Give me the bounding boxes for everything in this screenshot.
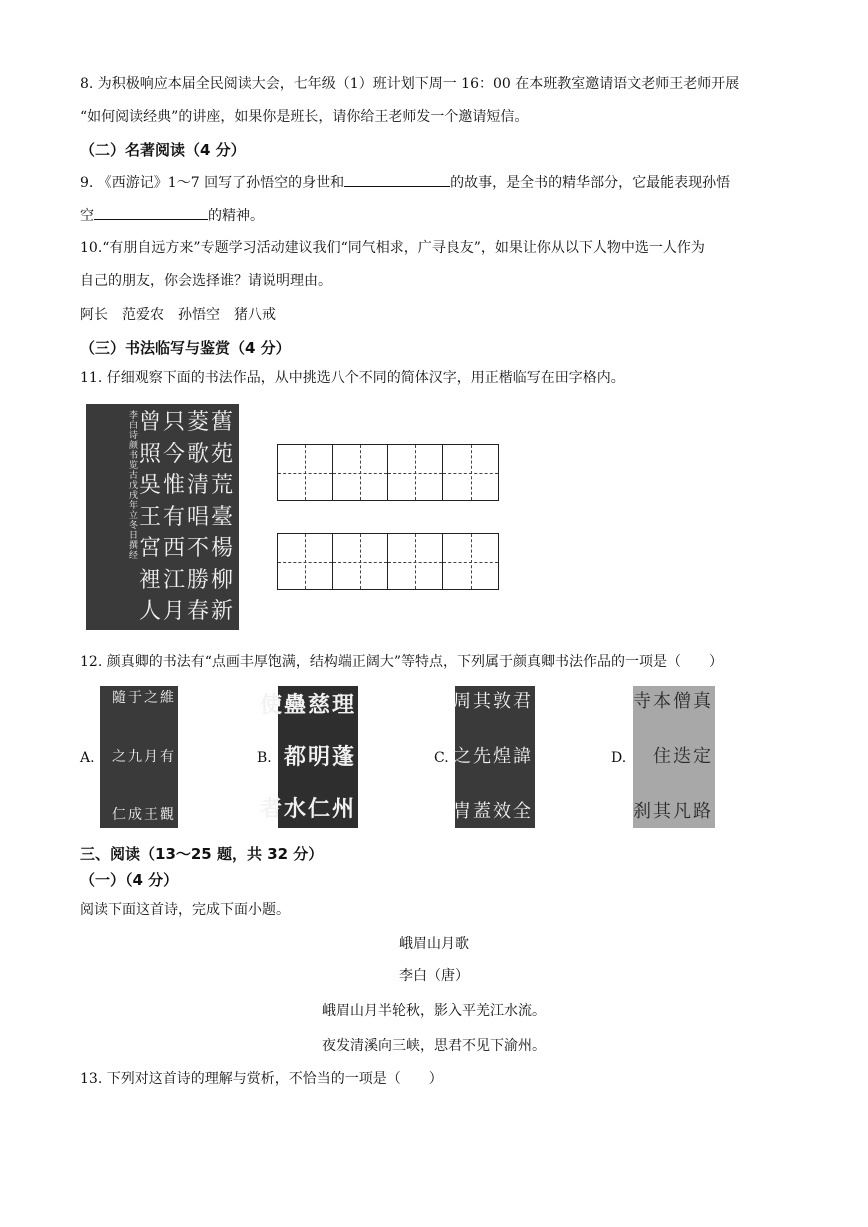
calligraphy-character: 蠱 bbox=[283, 692, 306, 718]
calligraphy-character: 新 bbox=[210, 599, 233, 624]
subsection-heading: （一）（4 分） bbox=[80, 871, 179, 889]
calligraphy-character: 柳 bbox=[210, 567, 233, 593]
q9-text-part2: 的故事，是全书的精华部分，它最能表现孙悟 bbox=[450, 175, 731, 191]
calligraphy-character: 舊 bbox=[210, 410, 233, 435]
option-a-image[interactable] bbox=[100, 686, 178, 828]
calligraphy-character: 迭 bbox=[673, 746, 691, 767]
calligraphy-character: 觀 bbox=[160, 807, 174, 823]
calligraphy-character: 今 bbox=[162, 441, 185, 467]
q10-line1: 10.“有朋自远方来”专题学习活动建议我们“同气相求，广寻良友”，如果让你从以下人物中选一人作为 bbox=[80, 240, 705, 256]
q11-text: 11. 仔细观察下面的书法作品，从中挑选八个不同的简体汉字，用正楷临写在田字格内。 bbox=[80, 370, 625, 386]
q10-line2: 自己的朋友，你会选择谁？请说明理由。 bbox=[80, 273, 332, 289]
option-d-column bbox=[673, 690, 691, 824]
calligraphy-character: 蓬 bbox=[331, 744, 354, 770]
q9-blank-1[interactable] bbox=[344, 172, 450, 187]
calligraphy-character: 先 bbox=[473, 746, 491, 767]
reading-instruction: 阅读下面这首诗，完成下面小题。 bbox=[80, 902, 290, 918]
option-c-column bbox=[453, 690, 471, 824]
calligraphy-character: 其 bbox=[653, 801, 671, 822]
poem-line-2: 夜发清溪向三峡，思君不见下渝州。 bbox=[322, 1038, 546, 1054]
calligraphy-character: 效 bbox=[493, 801, 511, 822]
calligraphy-character: 王 bbox=[138, 504, 161, 530]
q9-text-part1: 9. 《西游记》1～7 回写了孙悟空的身世和 bbox=[80, 175, 345, 191]
artwork-signature: 李白诗颜书览古戊戌年立冬日撰经 bbox=[126, 410, 137, 560]
calligraphy-character: 唱 bbox=[186, 504, 209, 530]
option-c-column bbox=[473, 690, 491, 824]
tianzi-grid-row-2 bbox=[277, 533, 499, 590]
option-d-label[interactable]: D. bbox=[611, 750, 627, 766]
option-b-column bbox=[260, 690, 282, 824]
calligraphy-character: 慈 bbox=[307, 692, 330, 718]
tianzi-cell[interactable] bbox=[388, 534, 443, 589]
calligraphy-character: 苑 bbox=[210, 441, 233, 467]
option-d-column bbox=[633, 690, 651, 824]
option-b-label[interactable]: B. bbox=[257, 750, 272, 766]
calligraphy-character: 全 bbox=[513, 801, 531, 822]
calligraphy-character: 月 bbox=[144, 748, 158, 765]
calligraphy-character: 住 bbox=[653, 746, 671, 767]
calligraphy-character: 月 bbox=[162, 599, 185, 624]
calligraphy-character: 蓋 bbox=[473, 801, 491, 822]
calligraphy-character: 于 bbox=[128, 690, 142, 706]
calligraphy-character: 宮 bbox=[138, 536, 161, 561]
calligraphy-character: 只 bbox=[162, 410, 185, 435]
artwork-column-2 bbox=[187, 410, 209, 624]
section-heading-calligraphy: （三）书法临写与鉴赏（4 分） bbox=[80, 339, 291, 357]
calligraphy-character: 吳 bbox=[138, 473, 161, 498]
q8-line2: “如何阅读经典”的讲座，如果你是班长，请你给王老师发一个邀请短信。 bbox=[80, 109, 529, 125]
q9-line2 bbox=[80, 205, 264, 225]
q9-text-part3: 空 bbox=[80, 208, 94, 224]
calligraphy-character: 人 bbox=[138, 599, 161, 624]
calligraphy-character: 水 bbox=[283, 796, 306, 822]
option-a-column bbox=[112, 690, 126, 824]
calligraphy-character: 臺 bbox=[210, 504, 233, 530]
option-b-column bbox=[284, 690, 306, 824]
option-c-column bbox=[493, 690, 511, 824]
tianzi-cell[interactable] bbox=[278, 534, 333, 589]
calligraphy-character: 者 bbox=[259, 796, 282, 822]
tianzi-cell[interactable] bbox=[443, 534, 498, 589]
option-a-column bbox=[160, 690, 174, 824]
tianzi-cell[interactable] bbox=[443, 445, 498, 500]
calligraphy-character: 明 bbox=[307, 744, 330, 770]
calligraphy-character: 諱 bbox=[513, 746, 531, 767]
calligraphy-character: 裡 bbox=[138, 567, 161, 593]
poem-author: 李白（唐） bbox=[399, 968, 469, 984]
calligraphy-character: 凡 bbox=[673, 801, 691, 822]
option-d-column bbox=[653, 690, 671, 824]
q9-text-part4: 的精神。 bbox=[208, 208, 264, 224]
option-d-image[interactable] bbox=[633, 686, 715, 828]
calligraphy-character: 煌 bbox=[493, 746, 511, 767]
option-a-column bbox=[144, 690, 158, 824]
calligraphy-character: 照 bbox=[138, 441, 161, 467]
calligraphy-character: 敦 bbox=[493, 691, 511, 712]
tianzi-cell[interactable] bbox=[278, 445, 333, 500]
calligraphy-character: 其 bbox=[473, 691, 491, 712]
calligraphy-artwork bbox=[86, 404, 239, 630]
artwork-column-3 bbox=[163, 410, 185, 624]
q10-names: 阿长 范爱农 孙悟空 猪八戒 bbox=[80, 307, 276, 323]
calligraphy-character: 周 bbox=[453, 691, 471, 712]
option-d-column bbox=[693, 690, 711, 824]
calligraphy-character: 真 bbox=[693, 691, 711, 712]
calligraphy-character: 有 bbox=[160, 748, 174, 765]
option-c-label[interactable]: C. bbox=[434, 750, 449, 766]
calligraphy-character: 春 bbox=[186, 599, 209, 624]
calligraphy-character: 荒 bbox=[210, 473, 233, 498]
q12-text: 12. 颜真卿的书法有“点画丰厚饱满，结构端正阔大”等特点，下列属于颜真卿书法作品的一项是（ ） bbox=[80, 654, 724, 670]
section-heading-classics: （二）名著阅读（4 分） bbox=[80, 141, 246, 159]
artwork-column-1 bbox=[211, 410, 233, 624]
calligraphy-character: 菱 bbox=[186, 410, 209, 435]
option-a-column bbox=[128, 690, 142, 824]
section-heading-reading: 三、阅读（13～25 题，共 32 分） bbox=[80, 845, 324, 863]
calligraphy-character: 路 bbox=[693, 801, 711, 822]
calligraphy-character: 寺 bbox=[633, 691, 651, 712]
calligraphy-character: 九 bbox=[128, 748, 142, 765]
calligraphy-character: 君 bbox=[513, 691, 531, 712]
option-c-column bbox=[513, 690, 531, 824]
q8-line1: 8. 为积极响应本届全民阅读大会，七年级（1）班计划下周一 16：00 在本班教室邀请语文老师王老师开展 bbox=[80, 76, 740, 92]
q9-blank-2[interactable] bbox=[94, 205, 208, 220]
tianzi-cell[interactable] bbox=[388, 445, 443, 500]
calligraphy-character: 之 bbox=[144, 690, 158, 706]
calligraphy-character: 西 bbox=[162, 536, 185, 561]
calligraphy-character: 刹 bbox=[633, 801, 651, 822]
calligraphy-character: 仁 bbox=[307, 796, 330, 822]
calligraphy-character: 勝 bbox=[186, 567, 209, 593]
q13-text: 13. 下列对这首诗的理解与赏析，不恰当的一项是（ ） bbox=[80, 1071, 443, 1087]
poem-line-1: 峨眉山月半轮秋，影入平羌江水流。 bbox=[322, 1003, 546, 1019]
calligraphy-character: 本 bbox=[653, 691, 671, 712]
calligraphy-character: 楊 bbox=[210, 536, 233, 561]
calligraphy-character: 曾 bbox=[138, 410, 161, 435]
option-c-image[interactable] bbox=[455, 686, 535, 828]
calligraphy-character: 定 bbox=[693, 746, 711, 767]
calligraphy-character: 使 bbox=[259, 692, 282, 718]
option-b-column bbox=[332, 690, 354, 824]
calligraphy-character: 清 bbox=[186, 473, 209, 498]
calligraphy-character: 僧 bbox=[673, 691, 691, 712]
calligraphy-character: 都 bbox=[283, 744, 306, 770]
tianzi-cell[interactable] bbox=[333, 445, 388, 500]
calligraphy-character: 歌 bbox=[186, 441, 209, 467]
poem-title: 峨眉山月歌 bbox=[399, 936, 469, 952]
calligraphy-character: 仁 bbox=[112, 807, 126, 823]
calligraphy-character: 不 bbox=[186, 536, 209, 561]
calligraphy-character: 成 bbox=[128, 807, 142, 823]
calligraphy-character: 胄 bbox=[453, 801, 471, 822]
q9-line1 bbox=[80, 172, 730, 192]
tianzi-grid-row-1 bbox=[277, 444, 499, 501]
calligraphy-character: 隨 bbox=[112, 690, 126, 706]
tianzi-cell[interactable] bbox=[333, 534, 388, 589]
option-b-column bbox=[308, 690, 330, 824]
calligraphy-character: 王 bbox=[144, 807, 158, 823]
calligraphy-character: 之 bbox=[112, 748, 126, 765]
option-a-label[interactable]: A. bbox=[80, 750, 95, 766]
calligraphy-character: 之 bbox=[453, 746, 471, 767]
calligraphy-character: 維 bbox=[160, 690, 174, 706]
artwork-column-4 bbox=[139, 410, 161, 624]
option-b-image[interactable] bbox=[259, 686, 358, 828]
calligraphy-character: 惟 bbox=[162, 473, 185, 498]
calligraphy-character: 理 bbox=[331, 692, 354, 718]
calligraphy-character: 州 bbox=[331, 796, 354, 822]
calligraphy-character: 有 bbox=[162, 504, 185, 530]
calligraphy-character: 江 bbox=[162, 567, 185, 593]
